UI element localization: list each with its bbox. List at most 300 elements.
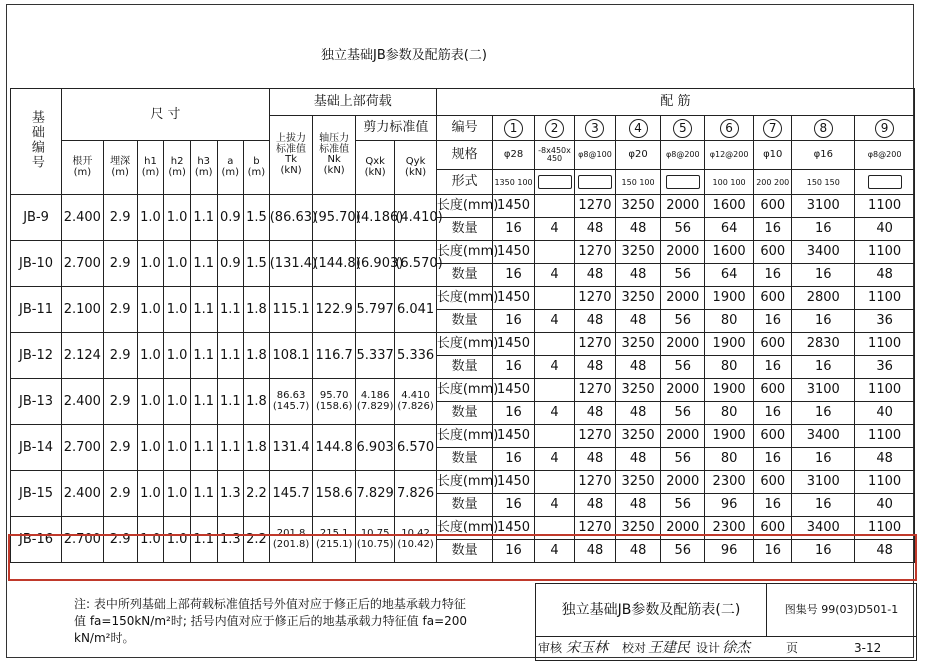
length-value xyxy=(534,241,574,264)
dimension-value: 1.0 xyxy=(164,379,191,425)
qty-value: 40 xyxy=(855,218,915,241)
load-header: 基础上部荷载 xyxy=(269,89,436,116)
length-value: 3250 xyxy=(615,287,661,310)
dimension-value: 1.1 xyxy=(190,241,217,287)
length-value: 2000 xyxy=(661,195,705,218)
qty-value: 16 xyxy=(493,310,535,333)
rebar-number-circle: 9 xyxy=(875,119,894,138)
length-value: 600 xyxy=(754,425,792,448)
qty-label: 数量 xyxy=(436,448,492,471)
rebar-form-shape xyxy=(615,170,661,195)
dimension-value: 1.1 xyxy=(217,379,244,425)
length-value: 2000 xyxy=(661,241,705,264)
qty-value: 48 xyxy=(575,402,615,425)
header-row xyxy=(11,89,915,116)
length-value xyxy=(534,471,574,494)
qty-label: 数量 xyxy=(436,218,492,241)
rebar-number-8 xyxy=(792,116,855,141)
dimension-value: 1.1 xyxy=(217,287,244,333)
foundation-id: JB-14 xyxy=(11,425,62,471)
load-value: 145.7 xyxy=(269,471,313,517)
rebar-number-label: 编号 xyxy=(436,116,492,141)
length-value: 1450 xyxy=(493,425,535,448)
shear-y-header: Qyk (kN) xyxy=(395,141,437,195)
length-value: 2000 xyxy=(661,333,705,356)
length-value: 2000 xyxy=(661,287,705,310)
qty-value: 48 xyxy=(855,540,915,563)
qty-value: 56 xyxy=(661,310,705,333)
design-label: 设计 xyxy=(696,641,721,655)
rebar-number-5 xyxy=(661,116,705,141)
rebar-number-9 xyxy=(855,116,915,141)
qty-label: 数量 xyxy=(436,264,492,287)
load-value: (4.186) xyxy=(355,195,394,241)
load-value: 108.1 xyxy=(269,333,313,379)
qty-value: 16 xyxy=(792,356,855,379)
length-label: 长度(mm) xyxy=(436,333,492,356)
dimension-value: 1.0 xyxy=(164,241,191,287)
qty-value: 16 xyxy=(754,218,792,241)
length-value: 3100 xyxy=(792,195,855,218)
dimension-value: 1.8 xyxy=(244,287,270,333)
load-value: 122.9 xyxy=(313,287,356,333)
compression-header: 轴压力 标准值 Nk (kN) xyxy=(313,116,356,195)
qty-value: 48 xyxy=(575,494,615,517)
dimension-header: 埋深 (m) xyxy=(103,141,137,195)
qty-value: 16 xyxy=(754,310,792,333)
titleblock-atlas: 图集号 99(03)D501-1 xyxy=(767,584,916,637)
length-value: 1270 xyxy=(575,195,615,218)
rebar-form-text: 150 150 xyxy=(806,178,840,188)
qty-value: 40 xyxy=(855,494,915,517)
design-signature: 徐杰 xyxy=(722,640,750,656)
length-value xyxy=(534,287,574,310)
qty-value: 16 xyxy=(754,356,792,379)
load-value: 116.7 xyxy=(313,333,356,379)
dimension-value: 2.9 xyxy=(103,333,137,379)
load-value: 95.70 (158.6) xyxy=(313,379,356,425)
qty-value: 80 xyxy=(705,402,754,425)
rebar-shape-icon xyxy=(578,175,612,189)
length-value: 1270 xyxy=(575,241,615,264)
load-value: (144.8) xyxy=(313,241,356,287)
length-value: 2000 xyxy=(661,471,705,494)
length-value: 2000 xyxy=(661,425,705,448)
page-number: 3-12 xyxy=(854,641,882,655)
length-value: 3250 xyxy=(615,379,661,402)
length-value xyxy=(534,195,574,218)
table-row xyxy=(11,379,915,402)
rebar-number-circle: 3 xyxy=(585,119,604,138)
qty-value: 48 xyxy=(615,494,661,517)
length-value: 2300 xyxy=(705,471,754,494)
qty-value: 16 xyxy=(792,402,855,425)
table-row xyxy=(11,241,915,264)
load-value: 144.8 xyxy=(313,425,356,471)
length-value: 1600 xyxy=(705,241,754,264)
dimension-value: 2.700 xyxy=(62,425,104,471)
qty-value: 48 xyxy=(575,264,615,287)
load-value: 5.797 xyxy=(355,287,394,333)
length-value: 1100 xyxy=(855,287,915,310)
qty-value: 36 xyxy=(855,356,915,379)
length-value: 1450 xyxy=(493,195,535,218)
foundation-id: JB-13 xyxy=(11,379,62,425)
qty-value: 4 xyxy=(534,356,574,379)
rebar-number-circle: 8 xyxy=(814,119,833,138)
dimension-value: 1.1 xyxy=(190,425,217,471)
length-label: 长度(mm) xyxy=(436,517,492,540)
qty-value: 16 xyxy=(754,494,792,517)
table-row xyxy=(11,195,915,218)
load-value: 10.42 (10.42) xyxy=(395,517,437,563)
dimension-value: 2.400 xyxy=(62,195,104,241)
page-label: 页 xyxy=(786,641,799,655)
length-value: 600 xyxy=(754,195,792,218)
qty-value: 16 xyxy=(493,494,535,517)
rebar-spec: φ8@200 xyxy=(661,141,705,170)
qty-label: 数量 xyxy=(436,356,492,379)
parameter-table xyxy=(10,88,915,563)
dimension-value: 1.1 xyxy=(190,517,217,563)
footnote: 注: 表中所列基础上部荷载标准值括号外值对应于修正后的地基承载力特征值 fa=150kN/m²时; 括号内值对应于修正后的地基承载力特征值 fa=200 kN/m²时。 xyxy=(74,597,468,645)
load-value: 131.4 xyxy=(269,425,313,471)
title-block xyxy=(535,583,917,661)
qty-value: 56 xyxy=(661,356,705,379)
review-label: 审核 xyxy=(538,641,563,655)
qty-value: 16 xyxy=(792,448,855,471)
qty-value: 36 xyxy=(855,310,915,333)
length-value: 3400 xyxy=(792,425,855,448)
load-value: 6.570 xyxy=(395,425,437,471)
qty-value: 48 xyxy=(615,356,661,379)
foundation-id: JB-10 xyxy=(11,241,62,287)
qty-value: 4 xyxy=(534,402,574,425)
table-row xyxy=(11,287,915,310)
qty-value: 56 xyxy=(661,494,705,517)
dimension-value: 0.9 xyxy=(217,195,244,241)
qty-value: 16 xyxy=(493,356,535,379)
length-value: 1270 xyxy=(575,517,615,540)
dimension-value: 1.0 xyxy=(137,195,164,241)
load-value: (95.70) xyxy=(313,195,356,241)
dimension-value: 2.124 xyxy=(62,333,104,379)
qty-label: 数量 xyxy=(436,402,492,425)
qty-value: 16 xyxy=(754,540,792,563)
rebar-spec: φ8@100 xyxy=(575,141,615,170)
qty-value: 4 xyxy=(534,310,574,333)
length-value: 1270 xyxy=(575,471,615,494)
dimension-value: 1.1 xyxy=(190,287,217,333)
qty-value: 40 xyxy=(855,402,915,425)
check-signature: 王建民 xyxy=(648,640,690,656)
qty-value: 48 xyxy=(575,448,615,471)
load-value: 7.826 xyxy=(395,471,437,517)
qty-value: 80 xyxy=(705,356,754,379)
rebar-spec-label: 规格 xyxy=(436,141,492,170)
qty-value: 48 xyxy=(855,264,915,287)
rebar-number-4 xyxy=(615,116,661,141)
qty-value: 48 xyxy=(575,540,615,563)
length-value: 1100 xyxy=(855,471,915,494)
dimension-header: h2 (m) xyxy=(164,141,191,195)
length-value: 3250 xyxy=(615,333,661,356)
qty-value: 48 xyxy=(615,540,661,563)
table-row xyxy=(11,425,915,448)
rebar-form-shape xyxy=(575,170,615,195)
rebar-shape-icon xyxy=(666,175,700,189)
dimension-value: 1.1 xyxy=(190,195,217,241)
load-value: (6.570) xyxy=(395,241,437,287)
length-value: 1450 xyxy=(493,241,535,264)
rebar-spec: φ16 xyxy=(792,141,855,170)
length-value: 3100 xyxy=(792,471,855,494)
qty-value: 48 xyxy=(615,310,661,333)
dimension-value: 2.9 xyxy=(103,379,137,425)
load-value: 6.903 xyxy=(355,425,394,471)
dimension-header: h3 (m) xyxy=(190,141,217,195)
dimension-value: 1.0 xyxy=(164,333,191,379)
length-value: 600 xyxy=(754,287,792,310)
rebar-number-circle: 5 xyxy=(673,119,692,138)
rebar-spec: φ20 xyxy=(615,141,661,170)
rebar-form-shape xyxy=(754,170,792,195)
rebar-shape-icon xyxy=(538,175,572,189)
dimension-value: 1.1 xyxy=(217,333,244,379)
qty-value: 80 xyxy=(705,448,754,471)
foundation-id: JB-15 xyxy=(11,471,62,517)
rebar-header: 配 筋 xyxy=(436,89,914,116)
qty-value: 16 xyxy=(493,448,535,471)
titleblock-name: 独立基础JB参数及配筋表(二) xyxy=(536,584,767,637)
qty-value: 96 xyxy=(705,494,754,517)
rebar-number-circle: 2 xyxy=(545,119,564,138)
qty-value: 48 xyxy=(615,402,661,425)
length-value: 3400 xyxy=(792,241,855,264)
length-value: 1900 xyxy=(705,379,754,402)
length-value: 1100 xyxy=(855,195,915,218)
qty-value: 4 xyxy=(534,218,574,241)
length-value: 3400 xyxy=(792,517,855,540)
dimension-value: 2.700 xyxy=(62,241,104,287)
qty-value: 48 xyxy=(855,448,915,471)
length-value: 1270 xyxy=(575,379,615,402)
length-value xyxy=(534,379,574,402)
rebar-form-text: 1350 100 xyxy=(494,178,533,188)
dimension-value: 1.1 xyxy=(190,471,217,517)
qty-value: 4 xyxy=(534,540,574,563)
dimension-value: 2.400 xyxy=(62,471,104,517)
rebar-form-shape xyxy=(705,170,754,195)
dimension-value: 1.8 xyxy=(244,379,270,425)
qty-value: 48 xyxy=(615,218,661,241)
load-value: 7.829 xyxy=(355,471,394,517)
dimension-value: 2.2 xyxy=(244,471,270,517)
dimension-value: 2.9 xyxy=(103,517,137,563)
rebar-spec: φ28 xyxy=(493,141,535,170)
load-value: 4.186 (7.829) xyxy=(355,379,394,425)
rebar-number-3 xyxy=(575,116,615,141)
rebar-spec: φ10 xyxy=(754,141,792,170)
titleblock-signature-row xyxy=(536,637,916,660)
dimension-value: 1.1 xyxy=(190,379,217,425)
length-value: 1900 xyxy=(705,425,754,448)
qty-value: 16 xyxy=(792,310,855,333)
rebar-number-circle: 7 xyxy=(763,119,782,138)
qty-value: 16 xyxy=(493,218,535,241)
load-value: (6.903) xyxy=(355,241,394,287)
dimension-value: 1.0 xyxy=(137,517,164,563)
dimension-value: 0.9 xyxy=(217,241,244,287)
load-value: 215.1 (215.1) xyxy=(313,517,356,563)
rebar-form-shape xyxy=(855,170,915,195)
rebar-form-shape xyxy=(493,170,535,195)
qty-value: 4 xyxy=(534,264,574,287)
qty-value: 64 xyxy=(705,264,754,287)
foundation-no-label: 基础编号 xyxy=(28,109,44,170)
qty-value: 4 xyxy=(534,448,574,471)
qty-label: 数量 xyxy=(436,540,492,563)
dimension-value: 2.700 xyxy=(62,517,104,563)
qty-value: 16 xyxy=(792,218,855,241)
dimension-value: 1.8 xyxy=(244,333,270,379)
length-value: 1450 xyxy=(493,333,535,356)
load-value: 201.8 (201.8) xyxy=(269,517,313,563)
load-value: 6.041 xyxy=(395,287,437,333)
dimension-value: 1.0 xyxy=(164,471,191,517)
qty-value: 48 xyxy=(615,264,661,287)
dimension-value: 2.100 xyxy=(62,287,104,333)
dimension-value: 2.9 xyxy=(103,287,137,333)
page-title: 独立基础JB参数及配筋表(二) xyxy=(321,48,487,63)
qty-value: 48 xyxy=(575,218,615,241)
length-label: 长度(mm) xyxy=(436,425,492,448)
length-value: 1270 xyxy=(575,287,615,310)
length-value: 600 xyxy=(754,517,792,540)
qty-value: 56 xyxy=(661,448,705,471)
shear-header: 剪力标准值 xyxy=(355,116,436,141)
qty-value: 16 xyxy=(493,264,535,287)
shear-x-header: Qxk (kN) xyxy=(355,141,394,195)
length-value: 1100 xyxy=(855,379,915,402)
rebar-number-circle: 1 xyxy=(504,119,523,138)
dimension-value: 1.1 xyxy=(217,425,244,471)
rebar-spec: φ8@200 xyxy=(855,141,915,170)
dimension-value: 1.1 xyxy=(190,333,217,379)
length-value: 600 xyxy=(754,241,792,264)
length-value xyxy=(534,425,574,448)
length-value: 3250 xyxy=(615,471,661,494)
rebar-form-label: 形式 xyxy=(436,170,492,195)
load-value: 5.336 xyxy=(395,333,437,379)
dimension-value: 1.5 xyxy=(244,195,270,241)
length-label: 长度(mm) xyxy=(436,379,492,402)
rebar-form-shape xyxy=(661,170,705,195)
length-value: 1100 xyxy=(855,241,915,264)
load-value: (131.4) xyxy=(269,241,313,287)
qty-label: 数量 xyxy=(436,494,492,517)
dimension-value: 1.0 xyxy=(164,517,191,563)
dimension-value: 1.0 xyxy=(137,379,164,425)
dimension-value: 2.400 xyxy=(62,379,104,425)
qty-value: 16 xyxy=(792,494,855,517)
review-signature: 宋玉林 xyxy=(566,640,608,656)
rebar-number-7 xyxy=(754,116,792,141)
length-value: 3250 xyxy=(615,425,661,448)
dimension-header: a (m) xyxy=(217,141,244,195)
qty-value: 64 xyxy=(705,218,754,241)
length-label: 长度(mm) xyxy=(436,241,492,264)
dimension-value: 2.9 xyxy=(103,241,137,287)
length-value: 2830 xyxy=(792,333,855,356)
foundation-id: JB-9 xyxy=(11,195,62,241)
qty-value: 48 xyxy=(575,356,615,379)
table-row xyxy=(11,333,915,356)
rebar-spec: φ12@200 xyxy=(705,141,754,170)
load-value: (86.63) xyxy=(269,195,313,241)
rebar-form-text: 200 200 xyxy=(756,178,790,188)
length-value: 1450 xyxy=(493,287,535,310)
rebar-shape-icon xyxy=(868,175,902,189)
qty-value: 4 xyxy=(534,494,574,517)
length-value: 3250 xyxy=(615,517,661,540)
length-value: 2000 xyxy=(661,379,705,402)
length-value: 1100 xyxy=(855,517,915,540)
length-value: 1270 xyxy=(575,425,615,448)
dimension-value: 1.0 xyxy=(164,425,191,471)
length-label: 长度(mm) xyxy=(436,471,492,494)
uplift-header: 上拔力 标准值 Tk (kN) xyxy=(269,116,313,195)
load-value: 5.337 xyxy=(355,333,394,379)
qty-value: 96 xyxy=(705,540,754,563)
dimension-value: 2.2 xyxy=(244,517,270,563)
foundation-no-header xyxy=(11,89,62,195)
dimension-value: 1.0 xyxy=(137,425,164,471)
dimension-value: 1.0 xyxy=(137,471,164,517)
selection-highlight xyxy=(8,534,917,581)
rebar-number-circle: 6 xyxy=(720,119,739,138)
length-label: 长度(mm) xyxy=(436,287,492,310)
length-value: 1450 xyxy=(493,379,535,402)
foundation-id: JB-16 xyxy=(11,517,62,563)
length-value: 2000 xyxy=(661,517,705,540)
dimension-value: 2.9 xyxy=(103,471,137,517)
dimension-value: 1.5 xyxy=(244,241,270,287)
qty-value: 56 xyxy=(661,218,705,241)
length-value: 3250 xyxy=(615,195,661,218)
length-value: 1600 xyxy=(705,195,754,218)
length-value: 3250 xyxy=(615,241,661,264)
load-value: 10.75 (10.75) xyxy=(355,517,394,563)
qty-value: 48 xyxy=(615,448,661,471)
qty-value: 56 xyxy=(661,540,705,563)
qty-value: 48 xyxy=(575,310,615,333)
qty-value: 16 xyxy=(754,402,792,425)
rebar-number-1 xyxy=(493,116,535,141)
qty-value: 16 xyxy=(792,540,855,563)
size-header: 尺 寸 xyxy=(62,89,270,141)
dimension-value: 1.0 xyxy=(137,241,164,287)
length-value: 600 xyxy=(754,471,792,494)
length-value: 3100 xyxy=(792,379,855,402)
length-value: 1270 xyxy=(575,333,615,356)
dimension-value: 1.0 xyxy=(164,287,191,333)
rebar-form-shape xyxy=(534,170,574,195)
length-value: 1450 xyxy=(493,517,535,540)
dimension-value: 2.9 xyxy=(103,195,137,241)
foundation-id: JB-12 xyxy=(11,333,62,379)
check-label: 校对 xyxy=(622,641,647,655)
